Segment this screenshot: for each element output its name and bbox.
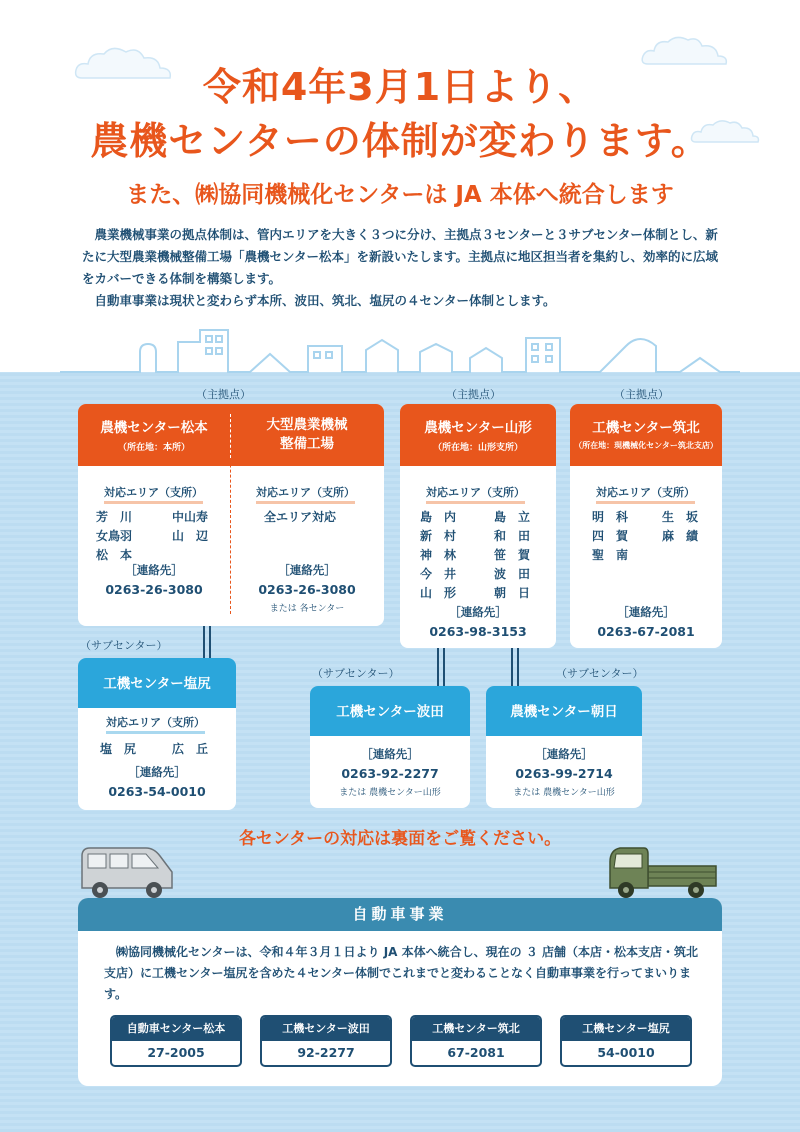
auto-center-name: 工機センター波田 <box>262 1017 390 1041</box>
intro-paragraph-1: 農業機械事業の拠点体制は、管内エリアを大きく３つに分け、主拠点３センターと３サブセンター体制とし、新たに大型農業機械整備工場「農機センター松本」を新設いたします。主拠点に地区担当者を集約し、効率的に広域をカバーできる体制を構築します。 <box>82 227 719 286</box>
area-list-col1: 島 内 新 村 神 林 今 井 山 形 <box>420 510 457 600</box>
connector-line <box>443 648 445 686</box>
center-name: 工機センター波田 <box>336 704 444 720</box>
phone-number: 0263-26-3080 <box>105 582 203 597</box>
phone-note: または 各センター <box>269 604 345 614</box>
headline-line1: 令和4年3月1日より、 <box>202 65 598 109</box>
center-card-chikuhoku <box>570 404 722 648</box>
see-back-notice: 各センターの対応は裏面をご覧ください。 <box>238 829 562 849</box>
auto-center-number: 92-2277 <box>297 1045 355 1060</box>
area-list-col1: 塩 尻 <box>100 742 137 756</box>
area-label: 対応エリア（支所） <box>426 484 525 504</box>
headline-line2: 農機センターの体制が変わります。 <box>90 119 710 163</box>
subtitle: また、㈱協同機械化センターは JA 本体へ統合します <box>126 182 674 208</box>
card-header <box>570 404 722 466</box>
center-location: （所在地：山形支所） <box>432 443 523 453</box>
phone-number: 0263-99-2714 <box>515 766 613 781</box>
center-location: （所在地：現機械化センター筑北支店） <box>574 441 718 450</box>
center-name-block <box>78 416 230 453</box>
contact-label: ［連絡先］ <box>128 765 186 779</box>
card-header <box>486 686 642 736</box>
van-icon <box>78 842 176 902</box>
auto-business-title: 自動車事業 <box>78 898 722 931</box>
area-list-col1: 明 科 四 賀 聖 南 <box>592 510 629 562</box>
auto-center-card <box>410 1015 542 1067</box>
main-hub-tag: （主拠点） <box>196 388 251 401</box>
center-location: （所在地：本所） <box>117 443 190 453</box>
contact-label: ［連絡先］ <box>617 605 675 619</box>
intro-text <box>82 224 722 312</box>
auto-business-panel <box>78 898 722 1086</box>
auto-center-number: 54-0010 <box>597 1045 655 1060</box>
auto-center-name: 工機センター筑北 <box>412 1017 540 1041</box>
card-header <box>400 404 556 466</box>
center-card-yamagata <box>400 404 556 648</box>
area-all: 全エリア対応 <box>264 510 337 524</box>
area-list-col2: 生 坂 麻 績 <box>662 510 699 543</box>
connector-line <box>511 648 513 686</box>
phone-note: または 農機センター山形 <box>339 788 441 798</box>
connector-line <box>209 626 211 658</box>
contact-label: ［連絡先］ <box>125 563 183 577</box>
area-list-col1: 芳 川 女鳥羽 松 本 <box>96 510 133 562</box>
auto-business-text: ㈱協同機械化センターは、令和４年３月１日より JA 本体へ統合し、現在の ３ 店舗（本店・松本支店・筑北支店）に工機センター塩尻を含めた４センター体制でこれまでと変わることなく自動車事業を行ってまいります。 <box>104 945 698 1001</box>
center-card-asahi <box>486 686 642 808</box>
main-hub-tag: （主拠点） <box>614 388 669 401</box>
auto-center-name: 自動車センター松本 <box>112 1017 240 1041</box>
contact-label: ［連絡先］ <box>535 747 593 761</box>
area-label: 対応エリア（支所） <box>104 484 203 504</box>
truck-icon <box>604 842 720 902</box>
phone-number: 0263-54-0010 <box>108 784 206 799</box>
center-name: 工機センター塩尻 <box>103 676 211 692</box>
factory-name-block <box>230 416 384 454</box>
auto-center-card <box>110 1015 242 1067</box>
center-name: 工機センター筑北 <box>592 420 700 436</box>
sub-center-tag: （サブセンター） <box>312 667 400 680</box>
sub-center-tag: （サブセンター） <box>556 667 644 680</box>
connector-line <box>203 626 205 658</box>
intro-paragraph-2: 自動車事業は現状と変わらず本所、波田、筑北、塩尻の４センター体制とします。 <box>94 293 556 308</box>
auto-center-number: 27-2005 <box>147 1045 205 1060</box>
auto-center-card <box>560 1015 692 1067</box>
auto-center-card <box>260 1015 392 1067</box>
center-name: 農機センター朝日 <box>510 704 618 720</box>
center-card-shiojiri <box>78 658 236 810</box>
phone-number: 0263-98-3153 <box>429 624 527 639</box>
center-card-matsumoto <box>78 404 384 626</box>
center-name: 農機センター山形 <box>424 420 532 436</box>
town-skyline-illustration <box>60 322 740 374</box>
auto-center-name: 工機センター塩尻 <box>562 1017 690 1041</box>
connector-line <box>437 648 439 686</box>
connector-line <box>517 648 519 686</box>
area-label: 対応エリア（支所） <box>596 484 695 504</box>
factory-name-line1: 大型農業機械 <box>266 417 348 433</box>
area-label: 対応エリア（支所） <box>256 484 355 504</box>
area-list-col2: 広 丘 <box>172 742 209 756</box>
area-list-col2: 島 立 和 田 笹 賀 波 田 朝 日 <box>494 510 531 600</box>
contact-label: ［連絡先］ <box>278 563 336 577</box>
contact-label: ［連絡先］ <box>449 605 507 619</box>
factory-name-line2: 整備工場 <box>280 436 334 452</box>
area-label: 対応エリア（支所） <box>106 714 205 734</box>
card-header <box>310 686 470 736</box>
center-name: 農機センター松本 <box>100 420 208 436</box>
contact-label: ［連絡先］ <box>361 747 419 761</box>
auto-center-number: 67-2081 <box>447 1045 505 1060</box>
center-card-hata <box>310 686 470 808</box>
card-header <box>78 658 236 708</box>
phone-number: 0263-67-2081 <box>597 624 695 639</box>
phone-number: 0263-92-2277 <box>341 766 439 781</box>
phone-note: または 農機センター山形 <box>513 788 615 798</box>
sub-center-tag: （サブセンター） <box>80 639 168 652</box>
main-hub-tag: （主拠点） <box>446 388 501 401</box>
phone-number: 0263-26-3080 <box>258 582 356 597</box>
area-list-col2: 中山寿 山 辺 <box>172 510 209 543</box>
